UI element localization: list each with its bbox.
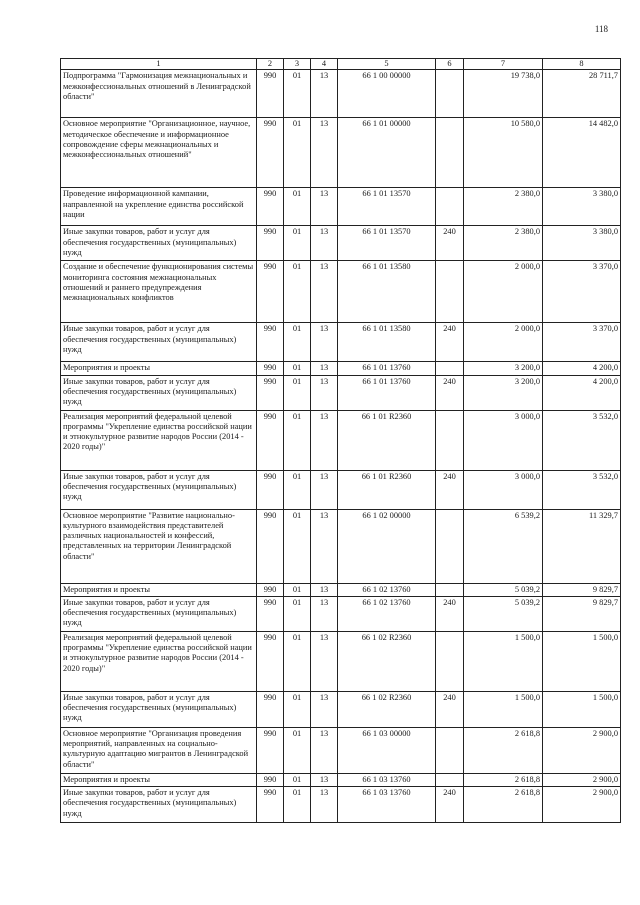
row-code-3: 01 [284, 362, 311, 375]
row-code-3: 01 [284, 375, 311, 410]
row-value-8: 2 900,0 [543, 787, 621, 823]
table-row [61, 118, 621, 188]
header-cell: 2 [257, 59, 284, 70]
table-row [61, 470, 621, 509]
row-name: Реализация мероприятий федеральной целевой программы "Укрепление единства российской нации и этнокультурное развитие народов России (2014 - 2020 годы)" [61, 410, 257, 470]
row-code-2: 990 [257, 70, 284, 118]
row-code-2: 990 [257, 188, 284, 226]
row-name: Основное мероприятие "Развитие национально-культурного взаимодействия представителей различных национальностей и конфессий, представленных на территории Ленинградской области" [61, 509, 257, 583]
row-code-5: 66 1 02 13760 [338, 583, 436, 596]
table-row [61, 727, 621, 773]
row-name: Мероприятия и проекты [61, 362, 257, 375]
row-code-4: 13 [311, 583, 338, 596]
row-value-8: 4 200,0 [543, 362, 621, 375]
row-code-6 [436, 410, 464, 470]
row-code-5: 66 1 01 13760 [338, 375, 436, 410]
row-code-5: 66 1 01 R2360 [338, 410, 436, 470]
row-value-7: 2 380,0 [464, 226, 543, 261]
row-value-7: 5 039,2 [464, 583, 543, 596]
row-code-2: 990 [257, 362, 284, 375]
row-code-2: 990 [257, 691, 284, 727]
row-value-7: 1 500,0 [464, 631, 543, 691]
row-code-6 [436, 509, 464, 583]
header-cell: 6 [436, 59, 464, 70]
row-value-7: 3 000,0 [464, 470, 543, 509]
row-value-8: 3 532,0 [543, 410, 621, 470]
row-value-7: 2 618,8 [464, 773, 543, 786]
row-code-6: 240 [436, 691, 464, 727]
row-code-5: 66 1 02 00000 [338, 509, 436, 583]
row-code-3: 01 [284, 773, 311, 786]
row-code-5: 66 1 03 00000 [338, 727, 436, 773]
row-code-3: 01 [284, 631, 311, 691]
row-value-8: 2 900,0 [543, 727, 621, 773]
row-code-2: 990 [257, 375, 284, 410]
row-code-2: 990 [257, 583, 284, 596]
row-value-7: 10 580,0 [464, 118, 543, 188]
row-value-7: 3 000,0 [464, 410, 543, 470]
table-row [61, 410, 621, 470]
row-value-8: 4 200,0 [543, 375, 621, 410]
row-code-3: 01 [284, 470, 311, 509]
row-code-4: 13 [311, 596, 338, 631]
row-code-2: 990 [257, 261, 284, 323]
row-value-7: 5 039,2 [464, 596, 543, 631]
row-code-4: 13 [311, 362, 338, 375]
row-name: Иные закупки товаров, работ и услуг для обеспечения государственных (муниципальных) нужд [61, 323, 257, 362]
row-code-2: 990 [257, 470, 284, 509]
table-row [61, 773, 621, 786]
row-code-4: 13 [311, 631, 338, 691]
header-cell: 1 [61, 59, 257, 70]
row-code-3: 01 [284, 118, 311, 188]
row-value-8: 3 370,0 [543, 261, 621, 323]
row-code-6: 240 [436, 226, 464, 261]
row-value-8: 2 900,0 [543, 773, 621, 786]
row-value-7: 2 618,8 [464, 787, 543, 823]
row-value-8: 3 370,0 [543, 323, 621, 362]
row-value-8: 3 380,0 [543, 226, 621, 261]
row-code-3: 01 [284, 323, 311, 362]
row-value-8: 1 500,0 [543, 691, 621, 727]
table-row [61, 261, 621, 323]
header-cell: 7 [464, 59, 543, 70]
row-code-6 [436, 631, 464, 691]
row-name: Иные закупки товаров, работ и услуг для обеспечения государственных (муниципальных) нужд [61, 470, 257, 509]
table-row [61, 691, 621, 727]
row-code-4: 13 [311, 509, 338, 583]
row-code-6 [436, 261, 464, 323]
row-code-6 [436, 118, 464, 188]
row-code-3: 01 [284, 261, 311, 323]
row-value-7: 6 539,2 [464, 509, 543, 583]
row-code-4: 13 [311, 70, 338, 118]
row-code-3: 01 [284, 509, 311, 583]
row-code-5: 66 1 01 R2360 [338, 470, 436, 509]
table-row [61, 375, 621, 410]
row-code-6 [436, 773, 464, 786]
row-value-8: 14 482,0 [543, 118, 621, 188]
row-name: Иные закупки товаров, работ и услуг для обеспечения государственных (муниципальных) нужд [61, 226, 257, 261]
table-row [61, 323, 621, 362]
header-cell: 4 [311, 59, 338, 70]
row-name: Иные закупки товаров, работ и услуг для обеспечения государственных (муниципальных) нужд [61, 787, 257, 823]
row-code-5: 66 1 03 13760 [338, 787, 436, 823]
row-code-6 [436, 188, 464, 226]
table-row [61, 509, 621, 583]
row-code-5: 66 1 02 R2360 [338, 691, 436, 727]
row-code-6: 240 [436, 470, 464, 509]
row-value-8: 9 829,7 [543, 596, 621, 631]
table-row [61, 787, 621, 823]
row-code-3: 01 [284, 188, 311, 226]
row-code-4: 13 [311, 323, 338, 362]
row-value-7: 2 618,8 [464, 727, 543, 773]
row-code-4: 13 [311, 261, 338, 323]
row-name: Мероприятия и проекты [61, 773, 257, 786]
row-name: Проведение информационной кампании, направленной на укрепление единства российской нации [61, 188, 257, 226]
table-row [61, 631, 621, 691]
row-code-3: 01 [284, 70, 311, 118]
header-cell: 8 [543, 59, 621, 70]
row-value-7: 3 200,0 [464, 362, 543, 375]
row-code-5: 66 1 02 R2360 [338, 631, 436, 691]
row-code-5: 66 1 00 00000 [338, 70, 436, 118]
row-code-6 [436, 727, 464, 773]
row-code-3: 01 [284, 691, 311, 727]
row-value-8: 28 711,7 [543, 70, 621, 118]
table-row [61, 70, 621, 118]
row-code-6: 240 [436, 596, 464, 631]
row-code-4: 13 [311, 410, 338, 470]
row-code-5: 66 1 01 13580 [338, 323, 436, 362]
header-row [61, 59, 621, 70]
row-code-2: 990 [257, 118, 284, 188]
row-name: Иные закупки товаров, работ и услуг для обеспечения государственных (муниципальных) нужд [61, 375, 257, 410]
row-name: Создание и обеспечение функционирования системы мониторинга состояния межнациональных отношений и раннего предупреждения межнациональных конфликтов [61, 261, 257, 323]
row-value-8: 3 532,0 [543, 470, 621, 509]
row-name: Иные закупки товаров, работ и услуг для обеспечения государственных (муниципальных) нужд [61, 691, 257, 727]
row-code-6: 240 [436, 323, 464, 362]
row-code-3: 01 [284, 596, 311, 631]
row-code-5: 66 1 01 13760 [338, 362, 436, 375]
row-code-6: 240 [436, 375, 464, 410]
row-code-6 [436, 583, 464, 596]
row-code-3: 01 [284, 410, 311, 470]
row-code-4: 13 [311, 691, 338, 727]
row-name: Мероприятия и проекты [61, 583, 257, 596]
table-row [61, 226, 621, 261]
row-value-8: 9 829,7 [543, 583, 621, 596]
row-code-5: 66 1 01 13570 [338, 226, 436, 261]
row-code-4: 13 [311, 773, 338, 786]
table-row [61, 362, 621, 375]
row-code-5: 66 1 02 13760 [338, 596, 436, 631]
row-code-2: 990 [257, 787, 284, 823]
page-number: 118 [594, 24, 608, 34]
row-code-3: 01 [284, 583, 311, 596]
row-code-3: 01 [284, 226, 311, 261]
row-code-3: 01 [284, 787, 311, 823]
row-name: Подпрограмма "Гармонизация межнациональных и межконфессиональных отношений в Ленинградской области" [61, 70, 257, 118]
table-row [61, 596, 621, 631]
table-row [61, 188, 621, 226]
row-value-7: 2 000,0 [464, 261, 543, 323]
row-code-2: 990 [257, 773, 284, 786]
row-value-7: 3 200,0 [464, 375, 543, 410]
row-value-8: 1 500,0 [543, 631, 621, 691]
budget-table [60, 58, 621, 823]
row-code-4: 13 [311, 787, 338, 823]
row-code-4: 13 [311, 118, 338, 188]
row-code-5: 66 1 01 13580 [338, 261, 436, 323]
row-value-7: 2 380,0 [464, 188, 543, 226]
row-name: Реализация мероприятий федеральной целевой программы "Укрепление единства российской нации и этнокультурное развитие народов России (2014 - 2020 годы)" [61, 631, 257, 691]
table-row [61, 583, 621, 596]
row-value-7: 1 500,0 [464, 691, 543, 727]
row-code-2: 990 [257, 727, 284, 773]
row-value-8: 11 329,7 [543, 509, 621, 583]
header-cell: 5 [338, 59, 436, 70]
row-value-7: 2 000,0 [464, 323, 543, 362]
row-code-4: 13 [311, 727, 338, 773]
row-code-3: 01 [284, 727, 311, 773]
row-code-2: 990 [257, 509, 284, 583]
row-code-6 [436, 70, 464, 118]
row-code-5: 66 1 01 13570 [338, 188, 436, 226]
row-code-4: 13 [311, 188, 338, 226]
row-value-8: 3 380,0 [543, 188, 621, 226]
row-value-7: 19 738,0 [464, 70, 543, 118]
row-name: Основное мероприятие "Организационное, научное, методическое обеспечение и информационное сопровождение сферы межнациональных и межконфессиональных отношений" [61, 118, 257, 188]
header-cell: 3 [284, 59, 311, 70]
row-name: Иные закупки товаров, работ и услуг для обеспечения государственных (муниципальных) нужд [61, 596, 257, 631]
row-code-4: 13 [311, 375, 338, 410]
row-code-4: 13 [311, 470, 338, 509]
row-code-2: 990 [257, 323, 284, 362]
row-code-5: 66 1 01 00000 [338, 118, 436, 188]
row-code-4: 13 [311, 226, 338, 261]
row-code-2: 990 [257, 226, 284, 261]
row-code-2: 990 [257, 410, 284, 470]
row-code-5: 66 1 03 13760 [338, 773, 436, 786]
row-name: Основное мероприятие "Организация проведения мероприятий, направленных на социально-культурную адаптацию мигрантов в Ленинградской области" [61, 727, 257, 773]
row-code-2: 990 [257, 631, 284, 691]
row-code-6 [436, 362, 464, 375]
row-code-2: 990 [257, 596, 284, 631]
row-code-6: 240 [436, 787, 464, 823]
